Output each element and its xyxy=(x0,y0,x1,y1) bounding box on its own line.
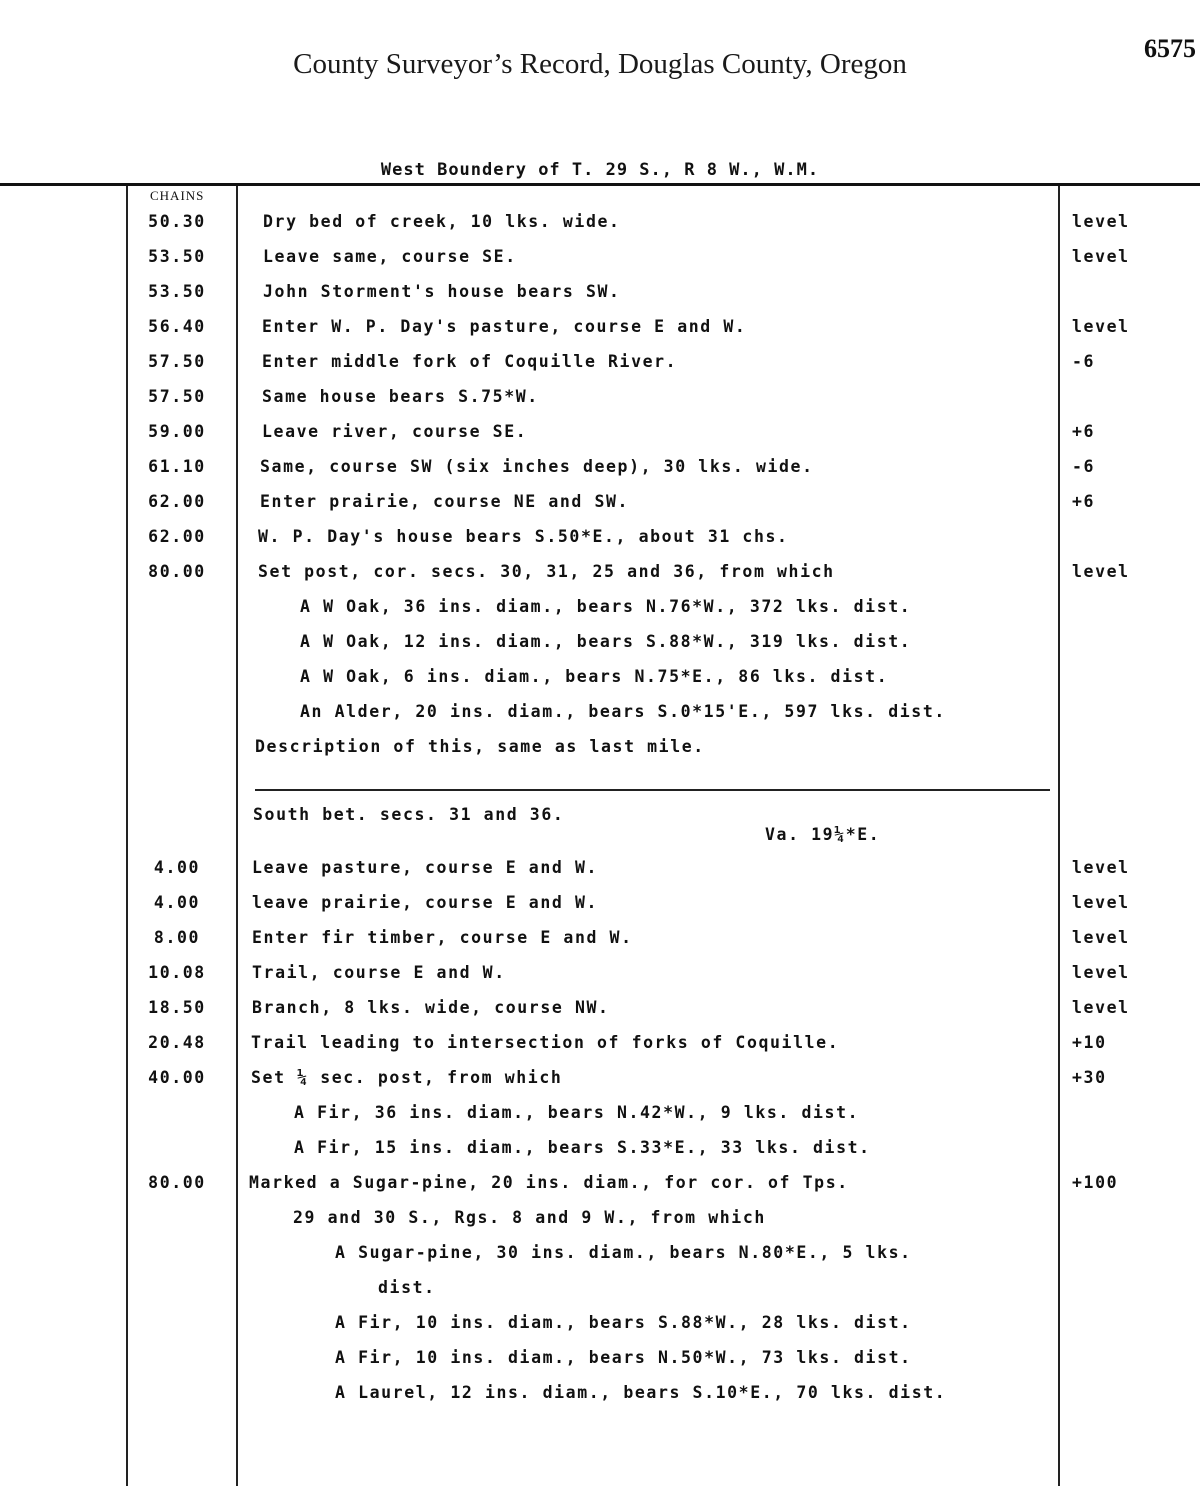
elevation-note: level xyxy=(1072,317,1130,336)
section-title: West Boundery of T. 29 S., R 8 W., W.M. xyxy=(380,160,820,180)
entry-description: Set ¼ sec. post, from which xyxy=(251,1068,563,1087)
entry-description: Enter fir timber, course E and W. xyxy=(252,928,633,947)
list-item xyxy=(0,737,1200,767)
entry-description: A Laurel, 12 ins. diam., bears S.10*E., 70 lks. dist. xyxy=(335,1383,947,1402)
list-item xyxy=(0,1068,1200,1098)
list-item xyxy=(0,247,1200,277)
list-item xyxy=(0,1208,1200,1238)
chains-value: 53.50 xyxy=(148,247,206,266)
entry-description: Leave river, course SE. xyxy=(262,422,528,441)
chains-value: 18.50 xyxy=(148,998,206,1017)
chains-value: 56.40 xyxy=(148,317,206,336)
elevation-note: -6 xyxy=(1072,457,1096,476)
chains-value: 4.00 xyxy=(153,893,201,912)
entry-description: A Fir, 36 ins. diam., bears N.42*W., 9 lks. dist. xyxy=(294,1103,860,1122)
page-number: 6575 xyxy=(1144,34,1196,63)
entry-description: A Fir, 10 ins. diam., bears N.50*W., 73 lks. dist. xyxy=(335,1348,912,1367)
entry-description: Trail leading to intersection of forks of Coquille. xyxy=(251,1033,840,1052)
entry-description: Description of this, same as last mile. xyxy=(255,737,705,756)
entry-description: Enter prairie, course NE and SW. xyxy=(260,492,630,511)
list-item xyxy=(0,1033,1200,1063)
chains-value: 20.48 xyxy=(148,1033,206,1052)
list-item xyxy=(0,1383,1200,1413)
entry-description: A Sugar-pine, 30 ins. diam., bears N.80*E., 5 lks. xyxy=(335,1243,912,1262)
list-item xyxy=(0,387,1200,417)
chains-value: 8.00 xyxy=(153,928,201,947)
list-item xyxy=(0,1313,1200,1343)
elevation-note: level xyxy=(1072,562,1130,581)
chains-value: 57.50 xyxy=(148,352,206,371)
elevation-note: level xyxy=(1072,893,1130,912)
entry-description: John Storment's house bears SW. xyxy=(263,282,621,301)
entry-description: Set post, cor. secs. 30, 31, 25 and 36, from which xyxy=(258,562,835,581)
entry-description: 29 and 30 S., Rgs. 8 and 9 W., from which xyxy=(293,1208,766,1227)
elevation-note: level xyxy=(1072,858,1130,877)
list-item xyxy=(0,282,1200,312)
elevation-note: +100 xyxy=(1072,1173,1119,1192)
entry-description: Enter middle fork of Coquille River. xyxy=(262,352,678,371)
list-item xyxy=(0,1348,1200,1378)
section-divider xyxy=(255,789,1050,791)
elevation-note: level xyxy=(1072,998,1130,1017)
entry-description: A W Oak, 36 ins. diam., bears N.76*W., 372 lks. dist. xyxy=(300,597,912,616)
entry-description: W. P. Day's house bears S.50*E., about 31 chs. xyxy=(258,527,789,546)
variation-note: Va. 19¼*E. xyxy=(765,825,881,844)
entry-description: Branch, 8 lks. wide, course NW. xyxy=(252,998,610,1017)
list-item xyxy=(0,527,1200,557)
list-item xyxy=(0,963,1200,993)
list-item xyxy=(0,492,1200,522)
list-item xyxy=(0,1173,1200,1203)
entry-description: A Fir, 10 ins. diam., bears S.88*W., 28 lks. dist. xyxy=(335,1313,912,1332)
chains-column-label: CHAINS xyxy=(150,188,205,203)
elevation-note: level xyxy=(1072,963,1130,982)
top-rule xyxy=(0,183,1200,186)
entry-description: leave prairie, course E and W. xyxy=(252,893,599,912)
elevation-note: level xyxy=(1072,212,1130,231)
list-item xyxy=(0,998,1200,1028)
section2-title: South bet. secs. 31 and 36. xyxy=(253,805,565,824)
chains-value: 62.00 xyxy=(148,527,206,546)
entry-description: Trail, course E and W. xyxy=(252,963,506,982)
chains-value: 80.00 xyxy=(148,562,206,581)
elevation-note: +6 xyxy=(1072,492,1096,511)
chains-value: 62.00 xyxy=(148,492,206,511)
chains-value: 80.00 xyxy=(148,1173,206,1192)
entry-description: Dry bed of creek, 10 lks. wide. xyxy=(263,212,621,231)
list-item xyxy=(0,457,1200,487)
list-item xyxy=(0,893,1200,923)
entry-description: An Alder, 20 ins. diam., bears S.0*15'E., 597 lks. dist. xyxy=(300,702,946,721)
chains-value: 57.50 xyxy=(148,387,206,406)
list-item xyxy=(0,597,1200,627)
list-item xyxy=(0,1103,1200,1133)
chains-value: 61.10 xyxy=(148,457,206,476)
chains-value: 53.50 xyxy=(148,282,206,301)
elevation-note: level xyxy=(1072,928,1130,947)
entry-description: Same house bears S.75*W. xyxy=(262,387,539,406)
entry-description: A W Oak, 6 ins. diam., bears N.75*E., 86 lks. dist. xyxy=(300,667,889,686)
list-item xyxy=(0,562,1200,592)
list-item xyxy=(0,352,1200,382)
entry-description: Enter W. P. Day's pasture, course E and W. xyxy=(262,317,747,336)
entry-description: Same, course SW (six inches deep), 30 lks. wide. xyxy=(260,457,814,476)
chains-value: 40.00 xyxy=(148,1068,206,1087)
list-item xyxy=(0,702,1200,732)
list-item xyxy=(0,667,1200,697)
list-item xyxy=(0,422,1200,452)
list-item xyxy=(0,1278,1200,1308)
list-item xyxy=(0,928,1200,958)
entry-description: A Fir, 15 ins. diam., bears S.33*E., 33 lks. dist. xyxy=(294,1138,871,1157)
list-item xyxy=(0,1243,1200,1273)
list-item xyxy=(0,317,1200,347)
list-item xyxy=(0,858,1200,888)
list-item xyxy=(0,212,1200,242)
entry-description: Marked a Sugar-pine, 20 ins. diam., for cor. of Tps. xyxy=(249,1173,849,1192)
chains-value: 10.08 xyxy=(148,963,206,982)
chains-value: 59.00 xyxy=(148,422,206,441)
entry-description: Leave same, course SE. xyxy=(263,247,517,266)
elevation-note: -6 xyxy=(1072,352,1096,371)
elevation-note: +30 xyxy=(1072,1068,1107,1087)
entry-description: Leave pasture, course E and W. xyxy=(252,858,599,877)
entry-description: A W Oak, 12 ins. diam., bears S.88*W., 319 lks. dist. xyxy=(300,632,912,651)
elevation-note: level xyxy=(1072,247,1130,266)
list-item xyxy=(0,632,1200,662)
page-header: County Surveyor’s Record, Douglas County, Oregon xyxy=(293,48,907,80)
elevation-note: +10 xyxy=(1072,1033,1107,1052)
entry-description: dist. xyxy=(378,1278,436,1297)
chains-value: 4.00 xyxy=(153,858,201,877)
chains-value: 50.30 xyxy=(148,212,206,231)
list-item xyxy=(0,1138,1200,1168)
elevation-note: +6 xyxy=(1072,422,1096,441)
